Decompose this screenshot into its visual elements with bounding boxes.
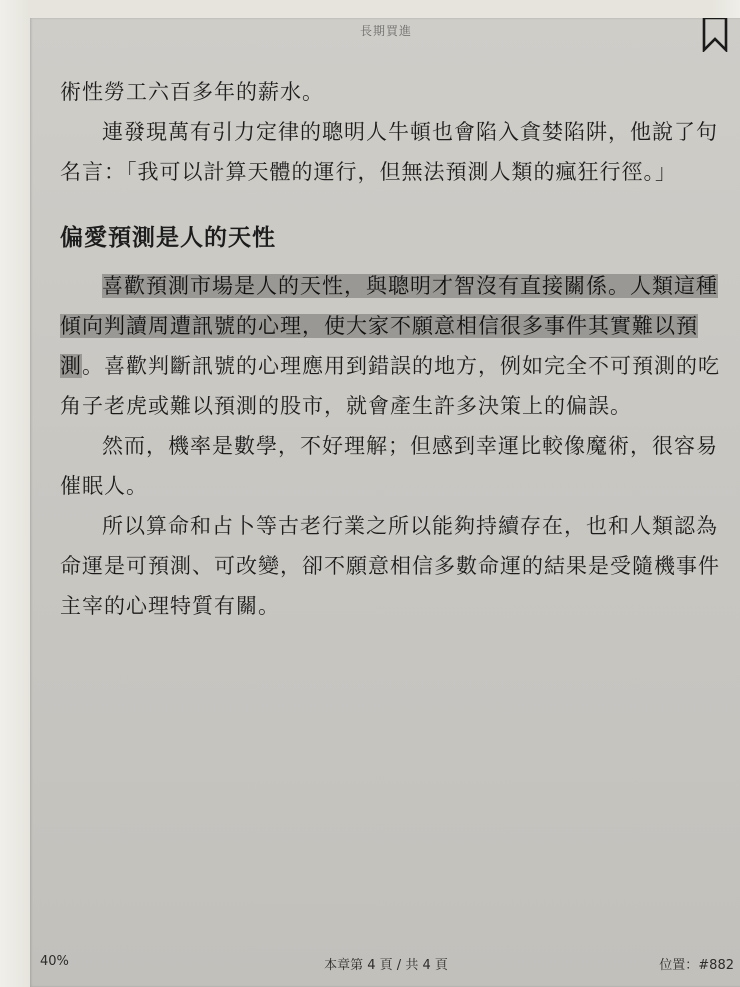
bookmark-icon[interactable] xyxy=(702,18,728,52)
section-heading: 偏愛預測是人的天性 xyxy=(60,225,276,251)
paragraph: 然而，機率是數學，不好理解；但感到幸運比較像魔術，很容易催眠人。 xyxy=(60,434,718,498)
paragraph: 所以算命和占卜等古老行業之所以能夠持續存在，也和人類認為命運是可預測、可改變，卻不願意相信多數命運的結果是受隨機事件主宰的心理特質有關。 xyxy=(60,514,720,618)
location-indicator: 位置：#882 xyxy=(659,958,734,973)
text-highlight[interactable]: 喜歡預測市場是人的天性，與聰明才智沒有直接關係。人類這種傾向判讀周遭訊號的心理，使大家不願意相信很多事件其實難以預測 xyxy=(60,274,718,378)
paragraph: 連發現萬有引力定律的聰明人牛頓也會陷入貪婪陷阱，他說了句名言：「我可以計算天體的運行，但無法預測人類的瘋狂行徑。」 xyxy=(60,120,718,184)
book-content[interactable] xyxy=(60,72,720,626)
highlighted-paragraph[interactable] xyxy=(60,266,720,426)
chapter-page-info[interactable]: 本章第 4 頁 / 共 4 頁 xyxy=(324,958,448,973)
reading-progress: 40% xyxy=(40,954,69,969)
book-title: 長期買進 xyxy=(359,24,412,38)
reader-screen[interactable] xyxy=(30,18,740,987)
paragraph-rest: 。喜歡判斷訊號的心理應用到錯誤的地方，例如完全不可預測的吃角子老虎或難以預測的股市，就會產生許多決策上的偏誤。 xyxy=(60,354,720,418)
reader-footer xyxy=(30,954,740,978)
paragraph: 術性勞工六百多年的薪水。 xyxy=(60,80,324,104)
